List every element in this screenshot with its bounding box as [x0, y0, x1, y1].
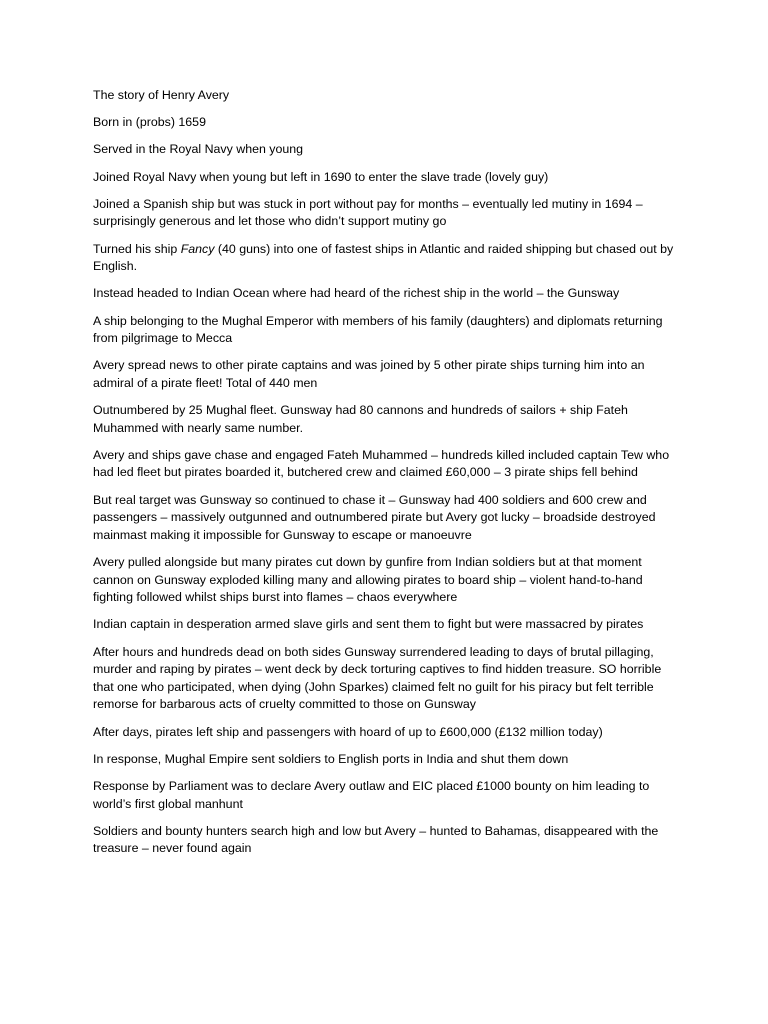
paragraph-fancy-ship	[93, 241, 683, 276]
paragraph-surrender: After hours and hundreds dead on both sides Gunsway surrendered leading to days of brutal pillaging, murder and raping by pirates – went deck by deck torturing captives to find hidden treasure. SO horrible that one who participated, when dying (John Sparkes) claimed felt no guilt for his piracy but felt terrible remorse for barbarous acts of cruelty committed to those on Gunsway	[93, 644, 662, 712]
document-title: The story of Henry Avery	[93, 88, 230, 102]
paragraph-navy: Served in the Royal Navy when young	[93, 142, 304, 157]
paragraph-hoard: After days, pirates left ship and passengers with hoard of up to £600,000 (£132 million today)	[93, 724, 603, 739]
fancy-ship-name: Fancy	[180, 241, 215, 256]
paragraph-mughal-response: In response, Mughal Empire sent soldiers to English ports in India and shut them down	[93, 751, 569, 766]
paragraph-mutiny: Joined a Spanish ship but was stuck in port without pay for months – eventually led mutiny in 1694 – surprisingly generous and let those who didn’t support mutiny go	[93, 196, 643, 229]
paragraph-indian-captain: Indian captain in desperation armed slave girls and sent them to fight but were massacred by pirates	[93, 617, 644, 632]
fancy-text-after: (40 guns) into one of fastest ships in Atlantic and raided shipping but chased out by English.	[93, 241, 674, 274]
paragraph-slave-trade: Joined Royal Navy when young but left in 1690 to enter the slave trade (lovely guy)	[93, 169, 549, 184]
fancy-text-before: Turned his ship	[93, 241, 181, 256]
paragraph-outnumbered: Outnumbered by 25 Mughal fleet. Gunsway had 80 cannons and hundreds of sailors + ship Fateh Muhammed with nearly same number.	[93, 403, 628, 435]
paragraph-birth: Born in (probs) 1659	[93, 115, 206, 130]
document-body	[93, 87, 683, 867]
paragraph-mughal-ship: A ship belonging to the Mughal Emperor with members of his family (daughters) and diplomats returning from pilgrimage to Mecca	[93, 313, 663, 346]
paragraph-disappeared: Soldiers and bounty hunters search high and low but Avery – hunted to Bahamas, disappeared with the treasure – never found again	[93, 823, 659, 856]
paragraph-boarding: Avery pulled alongside but many pirates cut down by gunfire from Indian soldiers but at that moment cannon on Gunsway exploded killing many and allowing pirates to board ship – violent hand-to-hand fighting followed whilst ships burst into flames – chaos everywhere	[93, 555, 643, 605]
paragraph-real-target: But real target was Gunsway so continued to chase it – Gunsway had 400 soldiers and 600 crew and passengers – massively outgunned and outnumbered pirate but Avery got lucky – broadside destroyed mainmast making it impossible for Gunsway to escape or manoeuvre	[93, 492, 656, 542]
paragraph-pirate-fleet: Avery spread news to other pirate captains and was joined by 5 other pirate ships turning him into an admiral of a pirate fleet! Total of 440 men	[93, 358, 645, 390]
paragraph-indian-ocean: Instead headed to Indian Ocean where had heard of the richest ship in the world – the Gunsway	[93, 286, 620, 301]
paragraph-parliament: Response by Parliament was to declare Avery outlaw and EIC placed £1000 bounty on him leading to world’s first global manhunt	[93, 778, 650, 811]
paragraph-fateh-muhammed: Avery and ships gave chase and engaged Fateh Muhammed – hundreds killed included captain Tew who had led fleet but pirates boarded it, butchered crew and claimed £60,000 – 3 pirate ships fell behind	[93, 447, 670, 480]
